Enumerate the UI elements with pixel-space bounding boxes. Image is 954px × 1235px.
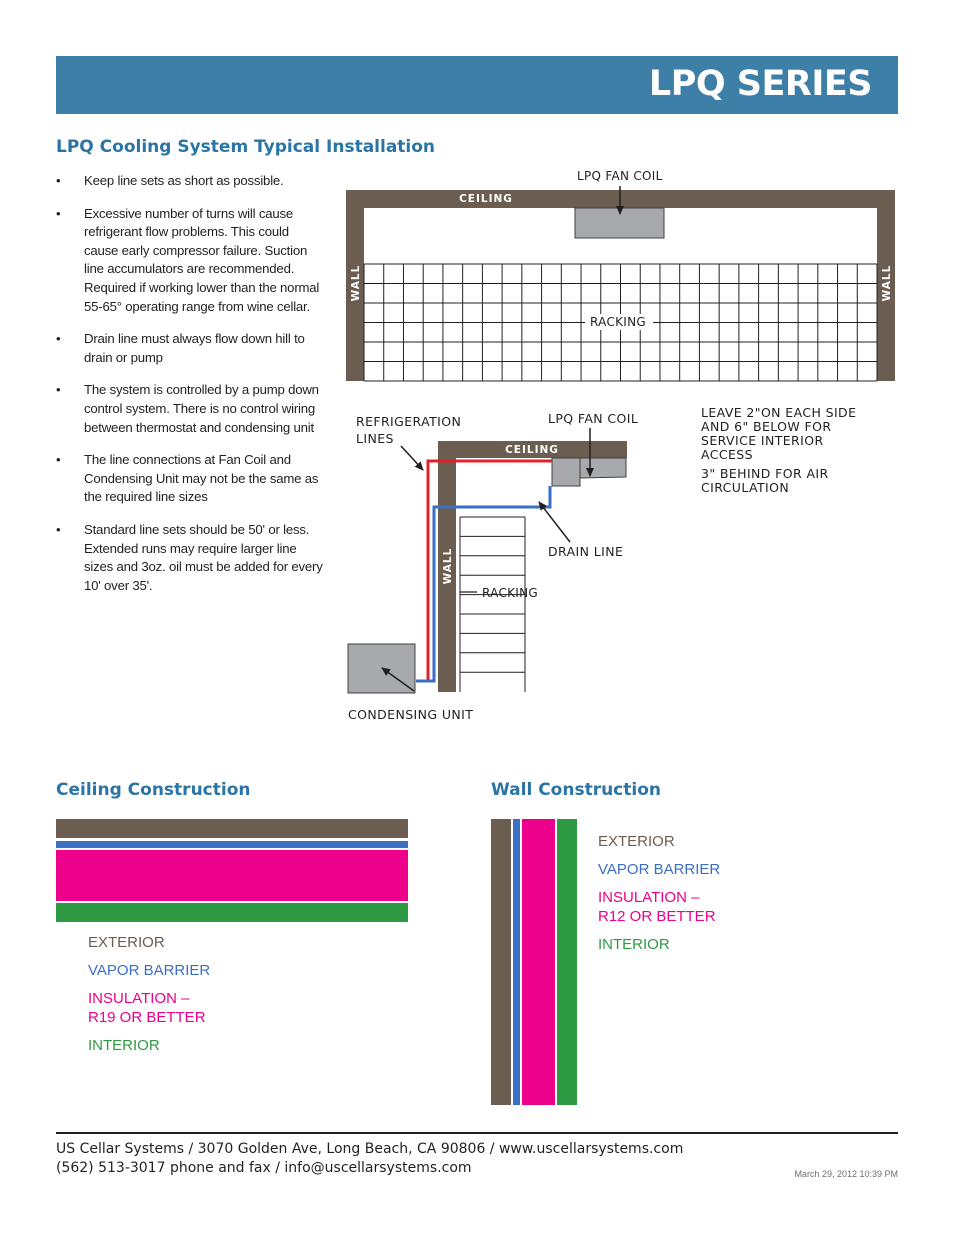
wall-insulation-layer	[522, 819, 555, 1105]
air-note-line-1: 3" BEHIND FOR AIR	[701, 466, 829, 481]
front-wall-left-label: WALL	[350, 264, 362, 302]
front-ceiling-label: CEILING	[459, 193, 513, 205]
bullet-item: • The system is controlled by a pump down control system. There is no control wiring between thermostat and condensing unit	[56, 381, 326, 437]
ceiling-insulation-line-2: R19 OR BETTER	[88, 1009, 206, 1026]
bullet-item: • Drain line must always flow down hill to drain or pump	[56, 330, 326, 367]
wall-insulation-label	[598, 888, 720, 926]
footer-address: US Cellar Systems / 3070 Golden Ave, Long Beach, CA 90806 / www.uscellarsystems.com	[56, 1141, 684, 1157]
wall-vapor-layer	[513, 819, 520, 1105]
wall-construction-title: Wall Construction	[491, 780, 661, 800]
refrigeration-label-2: LINES	[356, 431, 394, 446]
bullet-item: • Excessive number of turns will cause refrigerant flow problems. This could cause early compressor failure. Suction line accumulators are recommended. Required if working lower than the normal 55-65° operating range from wine cellar.	[56, 205, 326, 317]
side-wall-label: WALL	[442, 547, 454, 585]
wall-insulation-line-1: INSULATION –	[598, 889, 700, 906]
side-fan-coil-body	[578, 458, 626, 478]
footer-divider	[56, 1132, 898, 1134]
ceiling-insulation-layer	[56, 850, 408, 901]
drain-line-label: DRAIN LINE	[548, 544, 624, 559]
ceiling-vapor-label: VAPOR BARRIER	[88, 962, 211, 979]
front-racking-label: RACKING	[590, 315, 647, 329]
bullet-item: • Keep line sets as short as possible.	[56, 172, 326, 191]
side-view-diagram	[348, 405, 856, 722]
service-note-line-4: ACCESS	[701, 447, 753, 462]
ceiling-exterior-layer	[56, 819, 408, 838]
front-view-diagram	[346, 169, 895, 381]
refrigeration-line-blue	[416, 486, 550, 681]
ceiling-construction-layers	[56, 819, 408, 922]
footer-contact: (562) 513-3017 phone and fax / info@uscellarsystems.com	[56, 1160, 472, 1176]
service-note-line-1: LEAVE 2"ON EACH SIDE	[701, 405, 857, 420]
air-note-line-2: CIRCULATION	[701, 480, 790, 495]
ceiling-vapor-layer	[56, 841, 408, 848]
condensing-unit-label: CONDENSING UNIT	[348, 707, 474, 722]
wall-vapor-label: VAPOR BARRIER	[598, 861, 721, 878]
side-fan-coil-label: LPQ FAN COIL	[548, 411, 639, 426]
side-fan-coil	[552, 458, 580, 486]
service-note-line-2: AND 6" BELOW FOR	[701, 419, 832, 434]
refrigeration-label-1: REFRIGERATION	[356, 414, 462, 429]
ceiling-interior-layer	[56, 903, 408, 922]
wall-interior-label: INTERIOR	[598, 936, 670, 953]
wall-interior-layer	[557, 819, 577, 1105]
wall-construction-layers	[491, 819, 577, 1105]
ceiling-insulation-label	[88, 989, 210, 1027]
side-ceiling-label: CEILING	[505, 444, 559, 456]
ceiling-construction-title: Ceiling Construction	[56, 780, 251, 800]
service-note-line-3: SERVICE INTERIOR	[701, 433, 824, 448]
drain-line-arrow	[539, 502, 570, 542]
ceiling-exterior-label: EXTERIOR	[88, 934, 165, 951]
ceiling-insulation-line-1: INSULATION –	[88, 990, 190, 1007]
side-racking-label: RACKING	[482, 586, 539, 600]
wall-exterior-label: EXTERIOR	[598, 833, 675, 850]
bullet-item: • Standard line sets should be 50' or less. Extended runs may require larger line sizes and 3oz. oil must be added for every 10' over 35'.	[56, 521, 326, 595]
wall-exterior-layer	[491, 819, 511, 1105]
page-title: LPQ SERIES	[648, 64, 872, 104]
front-wall-right-label: WALL	[881, 264, 893, 302]
refrigeration-arrow	[401, 446, 423, 470]
front-fan-coil-label: LPQ FAN COIL	[577, 169, 663, 183]
bullet-item: • The line connections at Fan Coil and Condensing Unit may not be the same as the required line sizes	[56, 451, 326, 507]
wall-legend	[598, 832, 720, 963]
wall-insulation-line-2: R12 OR BETTER	[598, 908, 716, 925]
condensing-unit	[348, 644, 415, 693]
installation-title: LPQ Cooling System Typical Installation	[56, 137, 436, 157]
ceiling-interior-label: INTERIOR	[88, 1037, 160, 1054]
ceiling-legend	[88, 933, 210, 1064]
footer-date: March 29, 2012 10:39 PM	[794, 1169, 898, 1179]
side-racking	[460, 517, 525, 692]
